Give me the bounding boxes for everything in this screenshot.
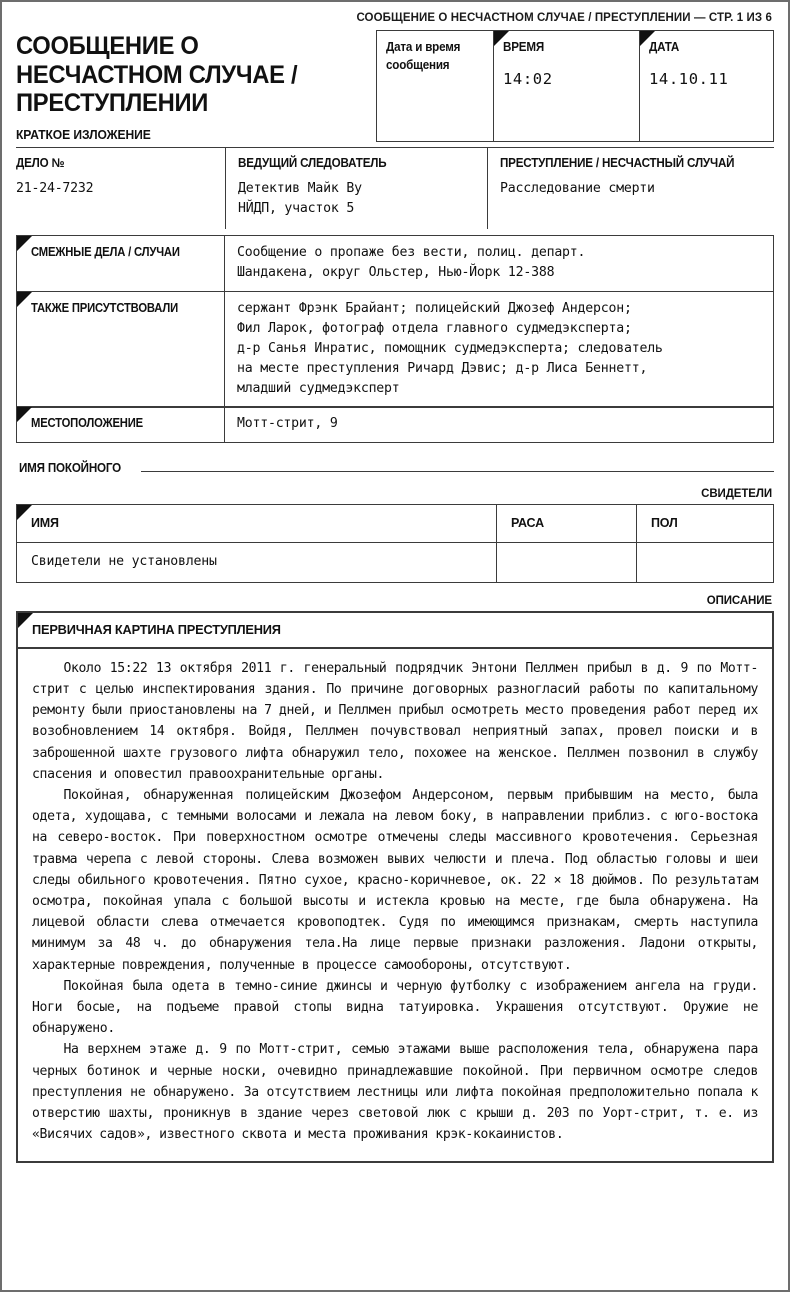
datetime-box [376,30,774,142]
also-present-line-1: сержант Фрэнк Брайант; полицейский Джозеф Андерсон; [237,300,632,316]
witnesses-caption: СВИДЕТЕЛИ [701,487,772,500]
incident-type-cell [488,148,774,230]
time-value: 14:02 [503,69,553,88]
description-header [18,613,772,649]
time-label: ВРЕМЯ [503,40,545,54]
description-paragraph: Около 15:22 13 октября 2011 г. генеральный подрядчик Энтони Пеллмен прибыл в д. 9 по Мотт-стрит с целью инспектирования здания. По причине договорных разногласий работы по капитальному ремонту были приостановлены на 7 дней, и Пеллмен прибыл осмотреть место проведения работ перед их возобновлением 14 октября. Войдя, Пеллмен почувствовал неприятный запах, провел поиски и в заброшенной шахте грузового лифта обнаружил тело, похожее на женское. Пеллмен позвонил в службу спасения и оповестил правоохранительные органы. [32,660,758,782]
description-paragraph: Покойная была одета в темно-синие джинсы и черную футболку с изображением ангела на груди. Ноги босые, на подъеме правой стопы видна татуировка. Украшения отсутствуют. Оружие не обнаружено. [32,978,758,1037]
datetime-label-cell [377,31,494,141]
description-box [16,611,774,1164]
page-title: СООБЩЕНИЕ О НЕСЧАСТНОМ СЛУЧАЕ / ПРЕСТУПЛЕНИИ [16,32,298,117]
column-header-race [497,504,637,542]
investigator-cell [226,148,488,230]
running-header: СООБЩЕНИЕ О НЕСЧАСТНОМ СЛУЧАЕ / ПРЕСТУПЛЕНИИ — СТР. 1 ИЗ 6 [356,12,772,24]
related-cases-label: СМЕЖНЫЕ ДЕЛА / СЛУЧАИ [31,245,180,259]
corner-triangle-icon [17,236,32,251]
corner-triangle-icon [17,407,32,422]
column-header-name [17,504,497,542]
location-label-cell [17,407,225,442]
witnesses-table [16,504,774,583]
case-number-value: 21-24-7232 [16,180,94,196]
related-cases-row [16,235,774,292]
witness-name-cell[interactable] [17,542,497,582]
description-body [18,649,772,1162]
date-value: 14.10.11 [649,69,729,88]
also-present-label: ТАКЖЕ ПРИСУТСТВОВАЛИ [31,300,178,315]
incident-type-label: ПРЕСТУПЛЕНИЕ / НЕСЧАСТНЫЙ СЛУЧАЙ [500,155,735,170]
column-header-sex [637,504,774,542]
also-present-line-2: Фил Ларок, фотограф отдела главного судмедэксперта; [237,320,632,336]
title-column [16,30,376,142]
related-cases-line-1: Сообщение о пропаже без вести, полиц. департ. [237,245,586,260]
corner-triangle-icon [17,505,32,520]
deceased-name-rule [141,471,774,472]
description-paragraph: Покойная, обнаруженная полицейским Джозефом Андерсоном, первым прибывшим на место, была одета, худощава, с темными волосами и лежала на левом боку, в направлении приблиз. с юго-востока на северо-восток. При поверхностном осмотре отмечены следы массивного кровотечения. Серьезная травма черепа с левой стороны. Слева возможен вывих челюсти и плеча. Под областью головы и шеи следы обильного кровотечения. Пятно сухое, красно-коричневое, ок. 22 × 18 дюймов. По результатам осмотра, покойная упала с большой высоты и истекла кровью на месте, где была обнаружена. На лицевой области слева отмечается кровоподтек. Судя по имеющимся признакам, смерть наступила минимум за 48 ч. до обнаружения тела.На лице первые признаки разложения. Ладони открыты, характерные повреждения, полученные в процессе самообороны, отсутствуют. [32,787,758,973]
location-row [16,406,774,443]
page-subtitle: КРАТКОЕ ИЗЛОЖЕНИЕ [16,126,151,142]
witness-sex-cell[interactable] [637,542,774,582]
case-number-cell [16,148,226,230]
case-number-label: ДЕЛО № [16,155,65,170]
deceased-name-label: ИМЯ ПОКОЙНОГО [19,461,122,476]
related-cases-value-cell [225,236,773,291]
date-cell [640,31,773,141]
witness-name-value: Свидетели не установлены [31,554,217,570]
location-label: МЕСТОПОЛОЖЕНИЕ [31,416,143,431]
column-header-name-label: ИМЯ [31,516,59,531]
investigator-line-2: НЙДП, участок 5 [238,200,355,216]
table-row [17,542,774,582]
corner-triangle-icon [18,613,33,628]
datetime-label: Дата и время сообщения [386,40,461,72]
column-header-sex-label: ПОЛ [651,516,678,531]
investigator-label: ВЕДУЩИЙ СЛЕДОВАТЕЛЬ [238,155,387,170]
also-present-label-cell [17,292,225,407]
time-cell [494,31,640,141]
also-present-row [16,291,774,408]
case-row [16,148,774,230]
description-header-label: ПЕРВИЧНАЯ КАРТИНА ПРЕСТУПЛЕНИЯ [32,621,281,637]
also-present-line-4: на месте преступления Ричард Дэвис; д-р Лиса Беннетт, [237,360,648,376]
table-header-row [17,504,774,542]
corner-triangle-icon [17,292,32,307]
also-present-line-3: д-р Санья Инратис, помощник судмедэксперта; следователь [237,340,663,356]
investigator-line-1: Детектив Майк Ву [238,180,362,196]
location-value-cell [225,407,773,442]
incident-type-value: Расследование смерти [500,180,655,196]
title-and-datetime-row [16,30,774,142]
location-value: Мотт-стрит, 9 [237,416,338,432]
related-cases-label-cell [17,236,225,291]
description-paragraph: На верхнем этаже д. 9 по Мотт-стрит, семью этажами выше расположения тела, обнаружена пара черных ботинок и черные носки, очевидно принадлежавшие покойной. При первичном осмотре следов преступления не обнаружено. За отсутствием лестницы или лифта покойная предположительно попала к отверстию шахты, проникнув в здание через световой люк с крыши д. 203 по Уорт-стрит, т. е. из «Висячих садов», известного сквота и места проживания крэк-кокаинистов. [32,1042,758,1143]
also-present-value-cell [225,292,773,407]
witness-race-cell[interactable] [497,542,637,582]
related-cases-line-2: Шандакена, округ Ольстер, Нью-Йорк 12-388 [237,265,555,281]
also-present-line-5: младший судмедэксперт [237,380,400,396]
column-header-race-label: РАСА [511,516,544,531]
date-label: ДАТА [649,40,680,54]
description-caption: ОПИСАНИЕ [706,594,772,607]
deceased-name-field[interactable] [16,461,774,475]
